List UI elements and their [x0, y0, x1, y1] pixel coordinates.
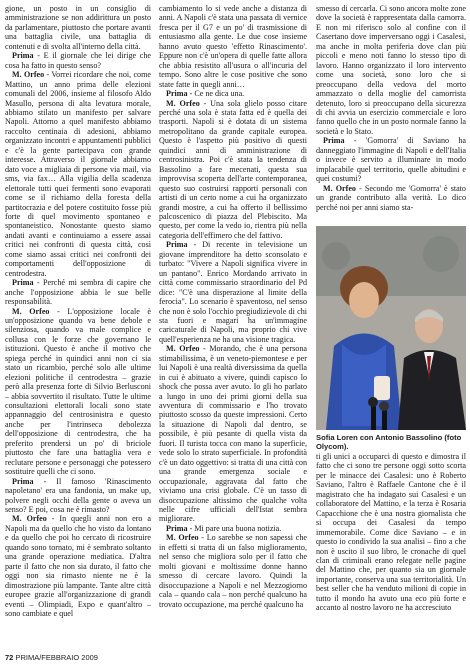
paragraph — [159, 524, 307, 533]
photo-loren-bassolino — [316, 226, 466, 430]
speaker-label: M. Orfeo — [323, 183, 356, 193]
article-column-3-bottom — [316, 452, 466, 650]
speaker-label: M. Orfeo — [166, 344, 200, 354]
paragraph-text: - Vorrei ricordare che noi, come Mattino, un anno prima delle elezioni comunali del 2006, insieme al filosofo Aldo Masullo, persona di alta levatura morale, abbiamo stilato un manifesto per salvare Napoli. Attorno a quel manifesto abbiamo raccolto centinaia di adesioni, abbiamo organizzato incontri e appuntamenti pubblici e c'è la gente partecipava con grande interesse. Attraverso il giornale abbiamo dato voce a migliaia di persone via mail, via sms, via fax… Alla vigilia della scadenza elettorale tutti quei fermenti sono evaporati come se il richiamo della foresta della partitocrazia e del potere costituito fosse più forte di quel movimento spontaneo e spontaneistico. Nonostante questo siamo andati avanti e continuiamo a essere assai critici nei confronti di questa città, così come siamo assai critici nei confronti dei comportamenti dell'opposizione di centrodestra. — [5, 70, 151, 278]
paragraph — [5, 477, 151, 515]
speaker-label: Prima — [12, 51, 34, 61]
paragraph-text: - E il giornale che lei dirige che cosa ha fatto in questo senso? — [5, 51, 151, 70]
paragraph-text: - Il famoso 'Rinascimento napoletano' era una fandonia, un make up, polvere negli occhi della gente o aveva un senso? E poi, cosa ne è rimasto? — [5, 476, 151, 515]
speaker-label: Prima — [166, 89, 188, 99]
page-number: 72 — [5, 653, 14, 662]
paragraph — [5, 514, 151, 618]
paragraph-text: - Ce ne dica una. — [187, 89, 245, 99]
paragraph-text: cambiamento lo si vede anche a distanza di anni. A Napoli c'è stata una passata di vernice fresca per il G7 e un po' di trasmissione di entusiasmo alla gente. Le due cose insieme hanno avuto questo 'effetto Rinascimento'. Eppure non c'è un'opera di quelle fatte allora che abbia resistito all'usura o all'incuria del tempo. Sono altre le cose positive che sono state fatte in quegli anni… — [159, 4, 307, 89]
speaker-label: M. Orfeo — [166, 98, 200, 108]
paragraph — [5, 307, 151, 477]
page-footer — [5, 653, 98, 662]
speaker-label: Prima — [166, 240, 188, 250]
paragraph-text: - L'opposizione locale è un'opposizione quando va bene debole e silenziosa, quando va male complice e collusa con le forze che governano le istituzioni. Questo è anche il motivo che spiega perché in quindici anni non ci sia stato un ricambio, perché solo alle ultime elezioni politiche il centrodestra – grazie però alla presenza forte di Silvio Berlusconi – abbia sovvertito il risultato. Tutte le ultime consultazioni elettorali locali sono state appannaggio del centrosinistra e questo anche per l'intrinseca debolezza dell'opposizione di centrodestra, che ha preferito prendersi un po' di briciole piuttosto che fare una battaglia vera e reclutare persone e personaggi che potessero sostituire quelli che ci sono. — [5, 306, 151, 477]
paragraph — [159, 4, 307, 89]
speaker-label: Prima — [12, 476, 34, 486]
paragraph-text: - Secondo me 'Gomorra' è stato un grande contributo alla verità. Lo dico perché noi per anni siamo sta- — [316, 183, 466, 212]
photo-illustration — [316, 226, 466, 430]
paragraph-text: - Di recente in televisione un giovane imprenditore ha detto sconsolato e turbato: "Vivere a Napoli significa vivere in un pantano". Enrico Mordando arrivato in città come commissario straordinario del Pd dice: "C'è una disperazione al limite della ferocia". Lo scenario è spaventoso, nel senso che non è solo l'occhio pregiudizievole di chi sta fuori e magari ha un'immagine caricaturale di Napoli, ma proprio chi vive quell'esperienza ne ha una visione tragica. — [159, 240, 307, 344]
speaker-label: M. Orfeo — [12, 306, 50, 316]
paragraph-text: - Una sola glielo posso citare perché una sola è stata fatta ed è quella dei trasporti. Napoli si è dotata di un sistema metropolitano da grande capitale europea. Questo è l'aspetto più positivo di questi quindici anni di amministrazione di centrosinistra. Poi c'è stata la tendenza di Bassolino a fare mecenati, questa sua improvvisa scoperta dell'arte contemporanea, questo suo costruirsi rapporti personali con artisti di un certo nome a cui ha organizzato grandi mostre, a cui ha offerto il bellissimo palcoscenico di piazza del Plebiscito. Ma questo, per come la vedo io, rientra più nella categoria dell'effimero che del fattivo. — [159, 98, 307, 240]
paragraph — [316, 184, 466, 212]
paragraph — [5, 278, 151, 306]
speaker-label: M. Orfeo — [12, 70, 45, 80]
paragraph-text: gione, un posto in un consiglio di amministrazione se non addirittura un posto da parlamentare, piuttosto che portare avanti una battaglia civile, una battaglia di contenuti e di svolta all'interno della città. — [5, 4, 151, 51]
article-column-2 — [159, 4, 307, 650]
paragraph — [5, 51, 151, 70]
speaker-label: Prima — [323, 136, 345, 146]
paragraph — [159, 99, 307, 241]
paragraph-text: - In quegli anni non ero a Napoli ma da quello che ho visto da lontano e da quello che poi ho cercato di ricostruire quando sono tornato, mi è sembrato soltanto una grande operazione mediatica. D'altra parte il fatto che non sia durato, il fatto che oggi non sia rimasto niente ne è la dimostrazione più lampante. Tante altre città europee grazie all'organizzazione di grandi eventi – Olimpiadi, Expo e quant'altro – sono cambiate e quel — [5, 514, 151, 618]
paragraph-text: - Lo sarebbe se non sapessi che in effetti si tratta di un falso miglioramento, nel senso che migliora solo per il fatto che molti giovani e moltissime donne hanno smesso di cercare lavoro. Quindi la disoccupazione a Napoli e nel Mezzogiorno cala – quando cala – non perché qualcuno ha trovato occupazione, ma perché qualcuno ha — [159, 533, 307, 609]
paragraph — [5, 4, 151, 51]
magazine-issue: PRIMA/FEBBRAIO 2009 — [15, 653, 98, 662]
paragraph — [316, 452, 466, 613]
paragraph — [316, 136, 466, 183]
paragraph — [159, 344, 307, 524]
speaker-label: Prima — [166, 523, 188, 533]
paragraph-text: - Mi pare una buona notizia. — [187, 523, 282, 533]
paragraph — [159, 533, 307, 609]
paragraph-text: ti gli unici a occuparci di questo e dimostra il fatto che ci sono tre persone oggi sotto scorta per le minacce dei Casalesi: uno è Roberto Saviano, l'altro è Raffaele Cantone che è il magistrato che ha indagato sui Casalesi e un collaboratore del Mattino, e la terza è Rosaria Capacchione che è una nostra giornalista che si occupa dei Casalesi da tempo immemorabile. Come dice Saviano – e in questo io condivido la sua analisi – fino a che non è uscito il suo libro, le cronache di quel clan di criminali erano relegate nelle pagine del Mattino che, per quanto sia un giornale importante, conserva una sua territorialità. Un best seller che ha venduto milioni di copie in tutto il mondo ha avuto una eco più forte e accanto al nostro lavoro ne ha accresciuto — [316, 452, 466, 613]
paragraph-text: - Perché mi sembra di capire che anche l'opposizione abbia le sue belle responsabilità. — [5, 278, 151, 307]
paragraph-text: - 'Gomorra' di Saviano ha danneggiato l'immagine di Napoli e dell'Italia o invece è servito a illuminare in modo implacabile quel territorio, quelle abitudini e quei costumi? — [316, 136, 466, 184]
speaker-label: Prima — [12, 278, 34, 288]
paragraph-text: - Morando, che è una persona stimabilissima, è un veneto-piemontese e per lui Napoli è una realtà diversissima da quella in cui è abituato a vivere, quindi capisco lo shock che possa aver avuto. Io gli ho parlato a lungo in uno dei primi giorni della sua avventura di commissario e l'ho trovato piuttosto scosso da queste impressioni. Certo la situazione di Napoli dal dentro, se possibile, è più pesante di quella vista da fuori. Il turista tocca con mano la superficie, vede solo lo strato superficiale. In profondità c'è un dato oggettivo: si tratta di una città con una grande emergenza sociale e occupazionale, aggravata dal fatto che viviamo una crisi globale. C'è un tasso di disoccupazione altissimo che qualche volta nelle cifre ufficiali dell'Istat sembra migliorare. — [159, 344, 307, 524]
speaker-label: M. Orfeo — [166, 533, 199, 543]
article-column-3-top — [316, 4, 466, 226]
paragraph — [5, 70, 151, 278]
paragraph-text: smesso di cercarla. Ci sono ancora molte zone dove la società è rappresentata dalla camorra. E non mi riferisco solo al confine con il Casertano dove imperversano oggi i Casalesi, ma anche in molta periferia dove clan più piccoli e meno noti fanno lo stesso tipo di lavoro. Hanno organizzato il loro intervento come una società, sono loro che si preoccupano della vedova del morto ammazzato o della moglie del camorrista detenuto, loro si preoccupano della sicurezza di chi avvia un esercizio commerciale e loro fanno quello che in un posto normale fanno la società e lo Stato. — [316, 4, 466, 136]
paragraph — [159, 89, 307, 98]
paragraph — [316, 4, 466, 136]
speaker-label: M. Orfeo — [12, 514, 47, 524]
article-column-1 — [5, 4, 151, 650]
photo-caption: Sofia Loren con Antonio Bassolino (foto Olycom). — [316, 433, 462, 451]
paragraph — [159, 240, 307, 344]
